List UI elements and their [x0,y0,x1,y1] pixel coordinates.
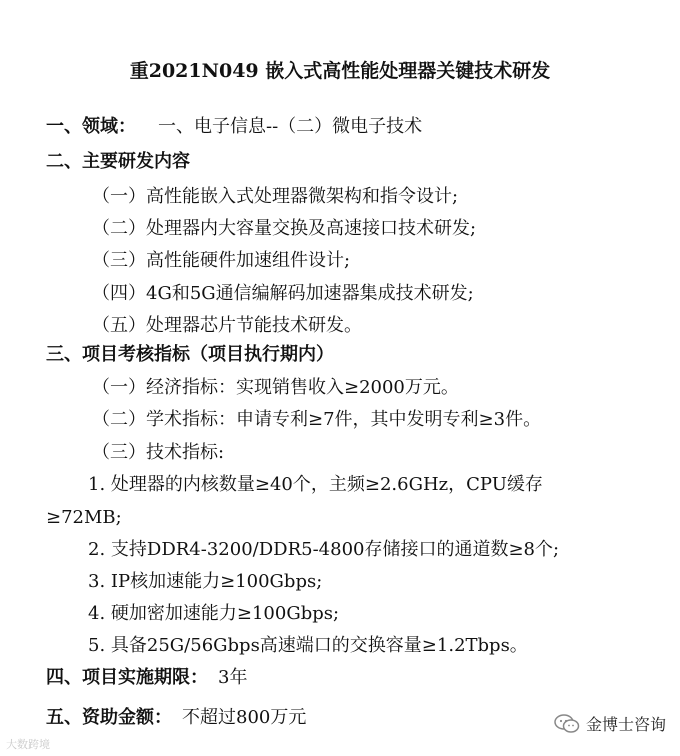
list-item: （四）4G和5G通信编解码加速器集成技术研发; [92,283,474,304]
list-item: （二）学术指标：申请专利≥7件，其中发明专利≥3件。 [92,409,542,430]
section-2-heading: 二、主要研发内容 [46,151,190,172]
section-4-value: 3年 [218,667,248,688]
tech-item: 1. 处理器的内核数量≥40个，主频≥2.6GHz，CPU缓存 [88,474,543,495]
section-4-heading: 四、项目实施期限： [46,667,208,688]
section-3-heading: 三、项目考核指标（项目执行期内） [46,344,334,365]
section-5-value: 不超过800万元 [182,707,307,728]
tech-item: 2. 支持DDR4-3200/DDR5-4800存储接口的通道数≥8个; [88,539,560,560]
section-5-heading: 五、资助金额： [46,707,172,728]
section-1-heading: 一、领域： [46,116,136,137]
tech-item: 4. 硬加密加速能力≥100Gbps; [88,603,340,624]
section-1-value: 一、电子信息--（二）微电子技术 [158,116,423,137]
list-item: （三）高性能硬件加速组件设计; [92,250,351,271]
list-item: （五）处理器芯片节能技术研发。 [92,315,362,336]
watermark-left: 大数跨境 [6,738,50,751]
tech-item: 5. 具备25G/56Gbps高速端口的交换容量≥1.2Tbps。 [88,635,528,656]
tech-item: 3. IP核加速能力≥100Gbps; [88,571,323,592]
list-item: （一）经济指标：实现销售收入≥2000万元。 [92,377,459,398]
list-item: （三）技术指标: [92,442,225,463]
list-item: （二）处理器内大容量交换及高速接口技术研发; [92,218,477,239]
section-5 [46,705,306,731]
list-item: （一）高性能嵌入式处理器微架构和指令设计; [92,186,459,207]
wechat-icon [554,714,580,734]
section-1 [46,114,422,140]
tech-item-continuation: ≥72MB; [46,507,122,528]
section-4 [46,665,247,691]
watermark-right [554,712,666,735]
watermark-right-text: 金博士咨询 [585,715,666,734]
document-title: 重2021N049 嵌入式高性能处理器关键技术研发 [129,60,551,82]
